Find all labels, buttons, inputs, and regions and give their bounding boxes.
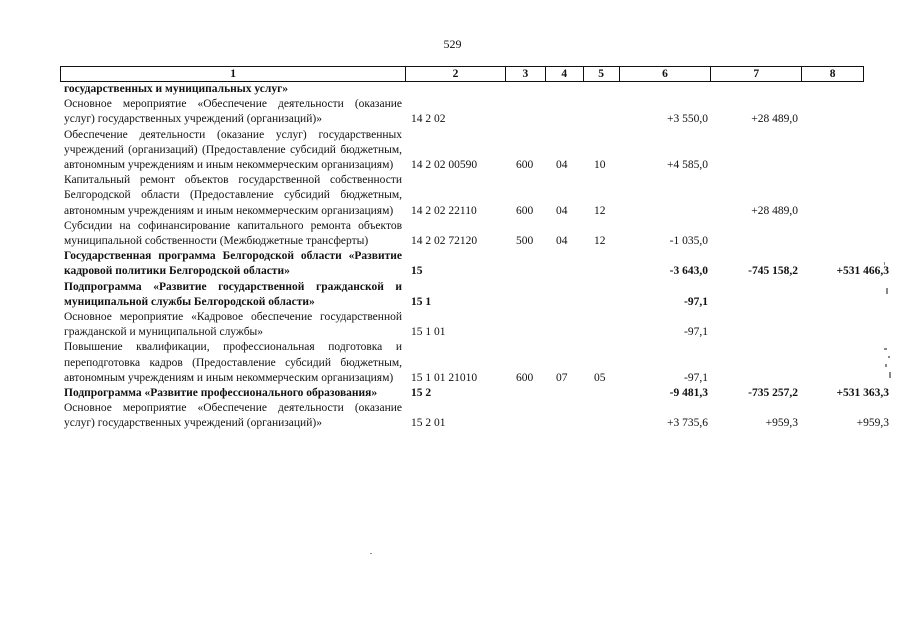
row-description: государственных и муниципальных услуг» bbox=[64, 83, 289, 95]
row-col-6: +4 585,0 bbox=[667, 159, 708, 172]
row-description: Повышение квалификации, профессиональная подготовка и переподготовка кадров (Предоставление субсидий бюджетным, автономным учреждениям и иным некоммерческим организациям) bbox=[64, 341, 402, 384]
header-col-2: 2 bbox=[406, 67, 506, 81]
row-col-4: 07 bbox=[556, 371, 568, 384]
header-col-5: 5 bbox=[584, 67, 620, 81]
scan-mark bbox=[888, 356, 890, 358]
header-col-3: 3 bbox=[506, 67, 546, 81]
row-description: Основное мероприятие «Обеспечение деятельности (оказание услуг) государственных учреждений (организаций)» bbox=[64, 98, 402, 126]
header-col-4: 4 bbox=[546, 67, 584, 81]
scan-mark bbox=[370, 553, 372, 554]
scan-mark bbox=[885, 364, 887, 367]
table-row bbox=[64, 401, 894, 431]
scan-mark bbox=[884, 348, 887, 350]
row-code: 14 2 02 22110 bbox=[411, 204, 477, 217]
row-code: 14 2 02 00590 bbox=[411, 159, 478, 172]
page-number: 529 bbox=[443, 37, 462, 51]
row-col-6: -1 035,0 bbox=[669, 235, 708, 248]
row-col-5: 12 bbox=[594, 235, 606, 248]
row-description: Обеспечение деятельности (оказание услуг) государственных учреждений (организаций) (Предоставление субсидий бюджетным, автономным учреждениям и иным некоммерческим организациям) bbox=[64, 128, 402, 172]
scan-mark bbox=[886, 288, 888, 294]
row-col-7: -735 257,2 bbox=[748, 387, 798, 400]
row-col-7: +959,3 bbox=[765, 417, 798, 430]
row-col-8: +959,3 bbox=[856, 417, 889, 430]
row-col-7: -745 158,2 bbox=[748, 265, 798, 278]
row-col-4: 04 bbox=[556, 159, 568, 172]
row-col-5: 12 bbox=[594, 204, 606, 217]
row-col-7: +28 489,0 bbox=[751, 113, 798, 126]
table-body bbox=[64, 82, 894, 432]
scan-mark bbox=[884, 262, 885, 265]
row-code: 14 2 02 bbox=[411, 113, 446, 126]
table-row bbox=[64, 82, 894, 97]
table-row bbox=[64, 219, 894, 249]
row-description: Подпрограмма «Развитие профессионального образования» bbox=[64, 387, 378, 400]
row-code: 15 1 01 21010 bbox=[411, 371, 478, 384]
row-col-3: 600 bbox=[516, 159, 534, 172]
table-row bbox=[64, 97, 894, 127]
table-row bbox=[64, 280, 894, 310]
row-description: Основное мероприятие «Обеспечение деятельности (оказание услуг) государственных учреждений (организаций)» bbox=[64, 402, 402, 430]
row-code: 15 2 01 bbox=[411, 417, 446, 430]
row-col-6: -97,1 bbox=[684, 295, 708, 308]
row-description: Государственная программа Белгородской области «Развитие кадровой политики Белгородской области» bbox=[64, 250, 402, 278]
table-row bbox=[64, 340, 894, 386]
scan-mark bbox=[889, 372, 891, 378]
header-col-1: 1 bbox=[61, 67, 406, 81]
row-col-6: +3 550,0 bbox=[667, 113, 708, 126]
row-description: Подпрограмма «Развитие государственной гражданской и муниципальной службы Белгородской области» bbox=[64, 280, 402, 308]
table-row bbox=[64, 310, 894, 340]
row-col-6: -97,1 bbox=[684, 326, 708, 339]
row-col-3: 600 bbox=[516, 204, 534, 217]
header-col-8: 8 bbox=[829, 68, 836, 80]
row-col-5: 05 bbox=[594, 371, 606, 384]
row-code: 15 bbox=[411, 265, 423, 278]
row-code: 14 2 02 72120 bbox=[411, 235, 478, 248]
table-row bbox=[64, 173, 894, 219]
row-description: Основное мероприятие «Кадровое обеспечение государственной гражданской и муниципальной службы» bbox=[64, 311, 402, 339]
row-code: 15 1 01 bbox=[411, 326, 446, 339]
row-col-7: +28 489,0 bbox=[751, 204, 798, 217]
row-description: Субсидии на софинансирование капитального ремонта объектов муниципальной собственности (Межбюджетные трансферты) bbox=[64, 219, 402, 248]
row-code: 15 2 bbox=[411, 387, 432, 400]
table-row bbox=[64, 386, 894, 401]
row-col-8: +531 466,3 bbox=[836, 265, 889, 278]
row-col-6: -3 643,0 bbox=[669, 265, 708, 278]
row-col-6: -9 481,3 bbox=[669, 387, 708, 400]
row-col-3: 600 bbox=[516, 371, 534, 384]
table-row bbox=[64, 249, 894, 279]
header-col-6: 6 bbox=[620, 67, 712, 81]
row-col-6: -97,1 bbox=[684, 371, 708, 384]
row-col-8: +531 363,3 bbox=[836, 387, 889, 400]
row-description: Капитальный ремонт объектов государственной собственности Белгородской области (Предоставление субсидий бюджетным, автономным учреждениям и иным некоммерческим организациям) bbox=[64, 174, 402, 217]
row-col-3: 500 bbox=[516, 235, 534, 248]
row-col-4: 04 bbox=[556, 235, 568, 248]
row-col-5: 10 bbox=[594, 159, 606, 172]
table-row bbox=[64, 128, 894, 174]
row-col-4: 04 bbox=[556, 204, 568, 217]
row-code: 15 1 bbox=[411, 295, 432, 308]
table-header bbox=[60, 66, 864, 82]
row-col-6: +3 735,6 bbox=[667, 417, 708, 430]
header-col-7: 7 bbox=[711, 67, 802, 81]
